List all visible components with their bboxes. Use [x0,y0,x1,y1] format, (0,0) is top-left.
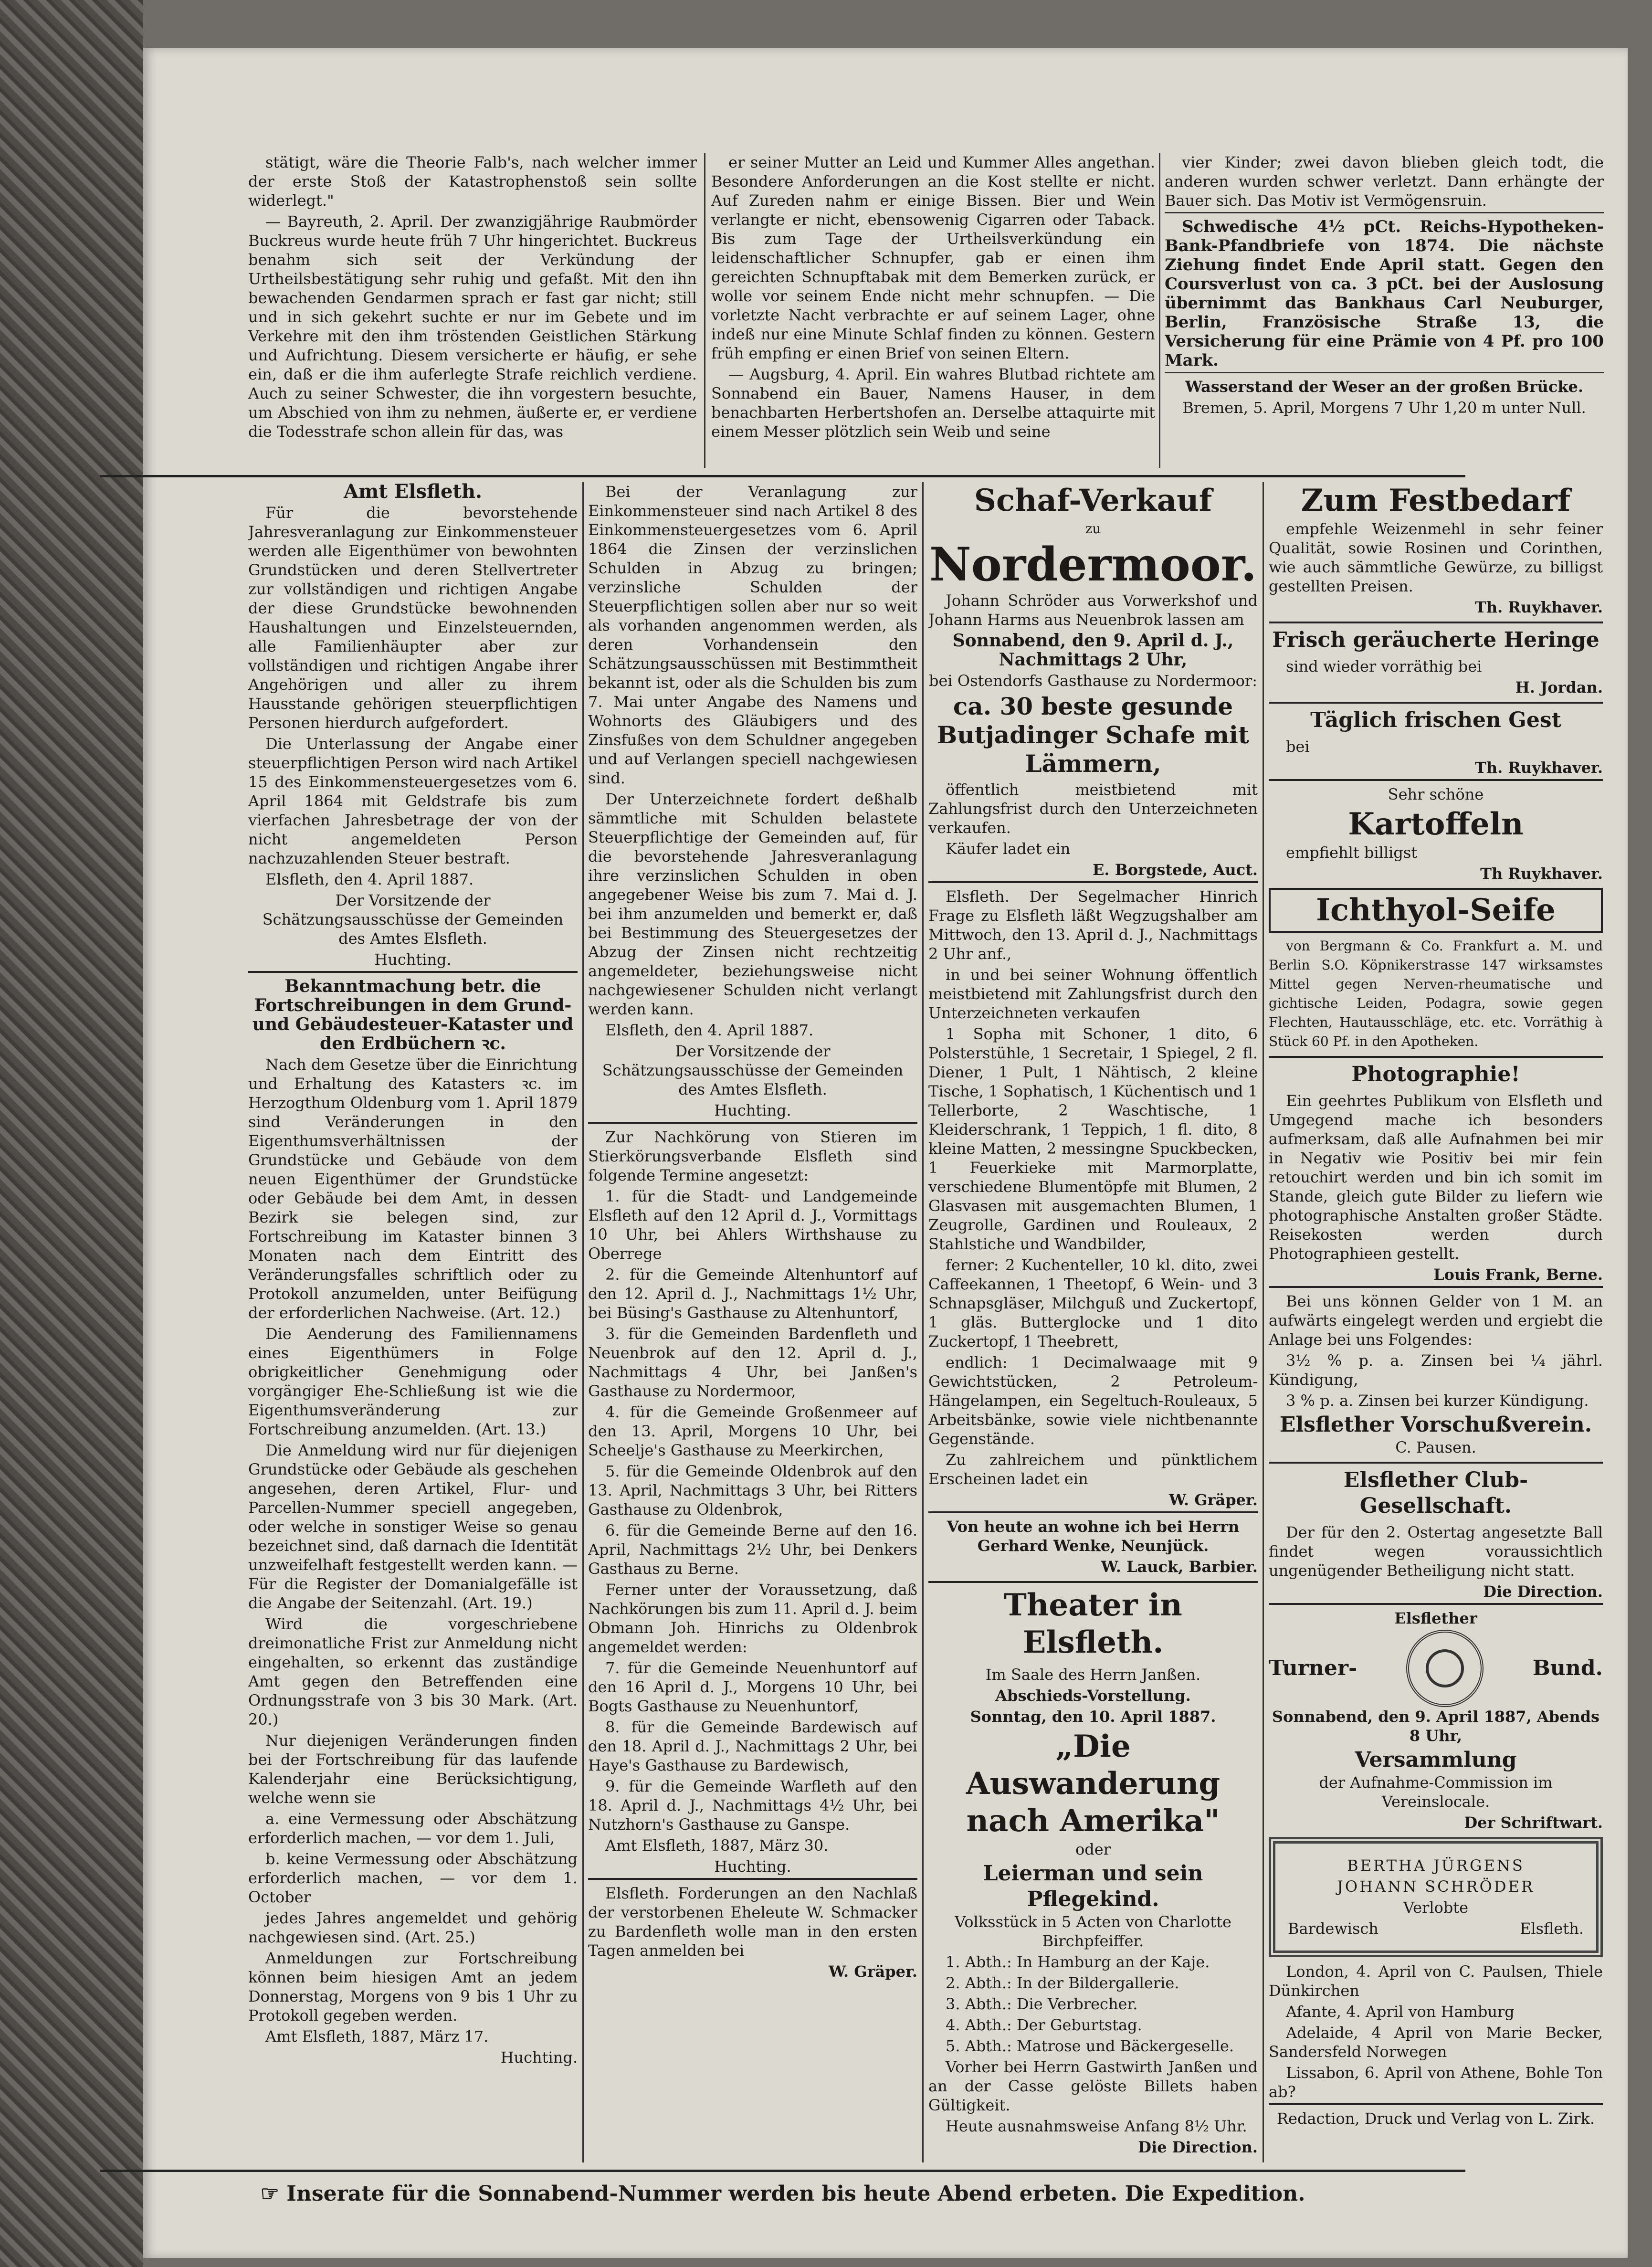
c2-item-1: 1. für die Stadt- und Landgemeinde Elsfleth auf den 12 April d. J., Vormittags 10 Uhr, bei Ahlers Wirthshause zu Oberrege [588,1187,917,1263]
schafverkauf-zu: zu [1085,521,1101,537]
c1-p5: Nach dem Gesetze über die Einrichtung und Erhaltung des Katasters ꝛc. im Herzogthum Oldenburg vom 1. April 1879 sind Veränderungen in den Eigenthumsverhältnissen der Grundstücke und Gebäude von dem neuen Eigenthümer der Grundstücke oder Gebäude bei dem Amt, in dessen Bezirk sie belegen sind, zur Fortschreibung im Kataster binnen 3 Monaten nach dem Eintritt des Veränderungsfalles schriftlich oder zu Protokoll anzumelden, unter Beifügung der erforderlichen Nachweise. (Art. 12.) [248,1055,578,1322]
c2-item-3: 3. für die Gemeinden Bardenfleth und Neuenbrok auf den 12. April d. J., Nachmittags 4 Uhr, bei Janßen's Gasthause zu Nordermoor, [588,1325,917,1400]
c2-item-4: 4. für die Gemeinde Großenmeer auf den 13. April, Morgens 10 Uhr, bei Scheelje's Gasthause zu Meerkirchen, [588,1403,917,1459]
top-c1-p1: stätigt, wäre die Theorie Falb's, nach welcher immer der erste Stoß der Katastrophenstoß sein sollte widerlegt." [248,153,697,210]
c3-p12: Zu zahlreichem und pünktlichem Erscheinen ladet ein [928,1451,1258,1488]
c3-p3: bei Ostendorfs Gasthause zu Nordermoor: [929,672,1257,690]
c3-p18: Volksstück in 5 Acten von Charlotte Birchpfeiffer. [955,1913,1231,1950]
c3-p10: ferner: 2 Kuchenteller, 10 kl. dito, zwei Caffeekannen, 1 Theetopf, 6 Wein- und 3 Schnapsgläser, Milchguß und Zuckertopf, 1 gläs. Butterglocke und 1 dito Zuckertopf, 1 Theebrett, [928,1256,1258,1350]
c1-sig2: Huchting. [500,2048,578,2067]
turner-word: Turner- [1269,1656,1357,1680]
c2-item-2: 2. für die Gemeinde Altenhuntorf auf den 12. April d. J., Nachmittags 1½ Uhr, bei Büsing's Gasthause zu Altenhuntorf, [588,1265,917,1322]
turner-pre: Elsflether [1269,1603,1603,1628]
column-4 [1269,482,1603,2162]
footer-notice: ☞ Inserate für die Sonnabend-Nummer werden bis heute Abend erbeten. Die Expedition. [260,2182,1305,2206]
kartoffeln-title: Kartoffeln [1348,806,1524,842]
act-2: 2. Abth.: In der Bildergallerie. [946,1974,1179,1992]
c3-p14: Im Saale des Herrn Janßen. [985,1666,1201,1684]
c2-item-8: 7. für die Gemeinde Neuenhuntorf auf den 16 April d. J., Morgens 10 Uhr, bei Bogts Gasthause zu Neuenhuntorf, [588,1659,917,1715]
column-1 [248,482,578,2162]
c1-p7: Die Anmeldung wird nur für diejenigen Grundstücke oder Gebäude als geschehen angesehen, deren Artikel, Flur- und Parcellen-Nummer speciell angegeben, oder welche in sonstiger Weise so genau bezeichnet sind, daß darnach die Identität unzweifelhaft festgestellt werden kann. — Für die Register der Domanialgefälle ist die Angabe der Seitenzahl. (Art. 19.) [248,1441,578,1612]
c1-p4: Der Vorsitzende der Schätzungsausschüsse der Gemeinden des Amtes Elsfleth. [262,891,564,948]
c3-sig3: W. Lauck, Barbier. [1101,1558,1258,1576]
c3-p15: Abschieds-Vorstellung. [995,1687,1191,1705]
c3-p7: Elsfleth. Der Segelmacher Hinrich Frage zu Elsfleth läßt Wegzugshalber am Mittwoch, den 13. April d. J., Nachmittags 2 Uhr anf., [928,881,1258,963]
eng-place-1: Bardewisch [1288,1919,1378,1938]
schafverkauf-title: Schaf-Verkauf [974,483,1212,518]
c2-p2: Der Unterzeichnete fordert deßhalb sämmtliche mit Schulden belastete Steuerpflichtige der Gemeinden auf, für die bevorstehende Jahresveranlagung ihre verzinslichen Schulden in oben angegebener Weise bis zum 7. Mai d. J. bei ihm anzumelden und bemerkt er, daß bei Bestimmung des Steuergesetzes der Abzug der Zinsen nicht rechtzeitig angemeldeter, beziehungsweise nicht nachgewiesener Schulden nicht verlangt werden kann. [588,790,917,1018]
c2-p1: Bei der Veranlagung zur Einkommensteuer sind nach Artikel 8 des Einkommensteuergesetzes vom 6. April 1864 die Zinsen der verzinslichen Schulden in Abzug zu bringen; verzinsliche Schulden der Steuerpflichtigen sollen aber nur so weit als vorhanden angenommen werden, als deren Vorhandensein den Schätzungsausschüssen mit Bestimmtheit bekannt ist, oder als die Schulden bis zum 7. Mai unter Angabe des Namens und Wohnorts des Gläubigers und des Zinsfußes von dem Schuldner angegeben und auf Verlangen speciell nachgewiesen sind. [588,483,917,787]
pfandbrief-ad: Schwedische 4½ pCt. Reichs-Hypotheken-Bank-Pfandbriefe von 1874. Die nächste Ziehung findet Ende April statt. Gegen den Coursverlust von ca. 3 pCt. bei der Auslosung übernimmt das Bankhaus Carl Neuburger, Berlin, Französische Straße 13, die Versicherung für eine Prämie von 4 Pf. pro 100 Mark. [1165,212,1604,370]
ship-1: London, 4. April von C. Paulsen, Thiele Dünkirchen [1269,1962,1603,2000]
top-c2-p1: er seiner Mutter an Leid und Kummer Alles angethan. Besondere Anforderungen an die Kost stellte er nicht. Auf Zureden nahm er einige Bissen. Bier und Wein verlangte er nicht, ebensowenig Cigarren oder Taback. Bis zum Tage der Urtheilsverkündung ein leidenschaftlicher Schnupfer, gab er einen ihm gereichten Schnupftabak mit dem Bemerken zurück, er wolle vor seinem Ende nicht mehr schnupfen. — Die vorletzte Nacht verbrachte er auf seinem Lager, ohne indeß nur eine Minute Schlaf finden zu können. Gestern früh empfing er einen Brief von seinen Eltern. [711,153,1155,362]
auswanderung-title: „Die Auswanderung nach Amerika" [966,1729,1221,1839]
c1-p8: Wird die vorgeschriebene dreimonatliche Frist zur Anmeldung nicht eingehalten, so erkennt das zuständige Amt gegen den Betreffenden eine Ordnungsstrafe von 3 bis 30 Mark. (Art. 20.) [248,1615,578,1729]
top-column-2 [711,153,1155,468]
top-c1-p2: — Bayreuth, 2. April. Der zwanzigjährige Raubmörder Buckreus wurde heute früh 7 Uhr hingerichtet. Buckreus benahm sich seit der Verkündung der Urtheilsbestätigung sehr ruhig und gefaßt. Mit den ihn bewachenden Gendarmen sprach er fast gar nicht; still und in sich gekehrt suchte er nur im Gebete und im Verkehre mit den ihm tröstenden Geistlichen Stärkung und Aufrichtung. Diesem versicherte er häufig, er sehe ein, daß er die ihm auferlegte Strafe reichlich verdiene. Auch zu seiner Schwester, die ihn vorgestern besuchte, um Abschied von ihm zu nehmen, äußerte er, er verdiene die Todesstrafe schon allein für das, was [248,212,697,441]
ship-2: Afante, 4. April von Hamburg [1286,2003,1515,2021]
c4-p3: bei [1286,738,1310,756]
bekanntmachung-heading: Bekanntmachung betr. die Fortschreibungen in dem Grund- und Gebäudesteuer-Kataster und den Erdbüchern ꝛc. [248,971,578,1053]
c1-sig: Huchting. [374,950,452,969]
c3-p16: Sonntag, den 10. April 1887. [970,1708,1216,1726]
gest-title: Täglich frischen Gest [1269,702,1603,733]
bund-word: Bund. [1532,1656,1603,1680]
eng-place-2: Elsfleth. [1520,1919,1584,1938]
c2-p3: Elsfleth, den 4. April 1887. [605,1021,814,1039]
c3-p11: endlich: 1 Decimalwaage mit 9 Gewichtstücken, 2 Petroleum-Hängelampen, ein Segeltuch-Rouleaux, 5 Arbeitsbänke, sowie viele nichtbenannte Gegenstände. [928,1353,1258,1448]
c1-p1: Für die bevorstehende Jahresveranlagung zur Einkommensteuer werden alle Eigenthümer von bewohnten Grundstücken und deren Stellvertreter zur vollständigen und richtigen Angabe der diese Grundstücke bewohnenden Haushaltungen und Einzelsteuernden, alle Familienhäupter aber zur vollständigen und richtigen Angabe ihrer Angehörigen und aller zu ihrem Hausstande gehörigen steuerpflichtigen Personen hierdurch aufgefordert. [248,504,578,732]
c1-p13: Anmeldungen zur Fortschreibung können beim hiesigen Amt an jedem Donnerstag, Morgens von 9 bis 1 Uhr zu Protokoll gegeben werden. [248,1949,578,2024]
c4-p6: von Bergmann & Co. Frankfurt a. M. und Berlin S.O. Köpnikerstrasse 147 wirksamstes Mittel gegen Nerven-rheumatische und gichtische Leiden, Podagra, sowie gegen Flechten, Hautausschläge, etc. etc. Vorräthig à Stück 60 Pf. in den Apotheken. [1269,938,1603,1049]
c4-sig1: Th. Ruykhaver. [1475,598,1603,616]
eng-name-2: JOHANN SCHRÖDER [1337,1877,1535,1896]
c4-p9: 3½ % p. a. Zinsen bei ¼ jährl. Kündigung, [1269,1351,1603,1389]
c3-sig1: E. Borgstede, Auct. [1093,861,1258,879]
c3-p4: ca. 30 beste gesunde Butjadinger Schafe mit Lämmern, [936,692,1250,778]
c3-p17: oder [1075,1840,1111,1858]
c4-sig8: Der Schriftwart. [1464,1814,1603,1832]
c1-p11: b. keine Vermessung oder Abschätzung erforderlich machen, — vor dem 1. October [248,1850,578,1906]
c4-sig3: Th. Ruykhaver. [1475,759,1603,777]
turner-emblem-icon [1406,1630,1484,1707]
c4-p5: empfiehlt billigst [1286,844,1418,862]
c4-sig2: H. Jordan. [1515,678,1603,696]
c1-p9: Nur diejenigen Veränderungen finden bei der Fortschreibung für das laufende Kalenderjahr eine Berücksichtigung, welche wenn sie [248,1731,578,1807]
c2-item-9: 8. für die Gemeinde Bardewisch auf den 18. April d. J., Nachmittags 2 Uhr, bei Haye's Gasthause zu Bardewisch, [588,1718,917,1774]
c3-p5: öffentlich meistbietend mit Zahlungsfrist durch den Unterzeichneten verkaufen. [928,780,1258,837]
theater-title: Theater in Elsfleth. [928,1581,1258,1661]
c2-p7: Elsfleth. Forderungen an den Nachlaß der verstorbenen Eheleute W. Schmacker zu Bardenfleth wolle man in den ersten Tagen anmelden bei [588,1878,917,1960]
c1-p3: Elsfleth, den 4. April 1887. [265,870,474,888]
c2-item-7: Ferner unter der Voraussetzung, daß Nachkörungen bis zum 11. April d. J. beim Obmann Joh. Hinrichs zu Oldenbrok angemeldet werden: [588,1581,917,1656]
c3-sig4: Die Direction. [1138,2138,1258,2156]
c1-p14: Amt Elsfleth, 1887, März 17. [265,2027,489,2046]
c2-p4: Der Vorsitzende der Schätzungsausschüsse der Gemeinden des Amtes Elsfleth. [602,1042,904,1098]
top-column-3 [1165,153,1604,468]
top-column-1 [248,153,697,468]
c4-p7: Ein geehrtes Publikum von Elsfleth und Umgegend mache ich besonders aufmerksam, daß alle Aufnahmen bei mir in Negativ wie Positiv bei mir fein retouchirt werden und bin ich somit im Stande, gleich gute Bilder zu liefern wie photographische Anstalten großer Städte. Reisekosten werden durch Photographieen gestellt. [1269,1092,1603,1263]
column-2 [588,482,917,2162]
top-c2-p2: — Augsburg, 4. April. Ein wahres Blutbad richtete am Sonnabend ein Bauer, Namens Hauser, in dem benachbarten Herbertshofen an. Derselbe attaquirte mit einem Messer plötzlich sein Weib und seine [711,365,1155,441]
amt-heading: Amt Elsfleth. [344,482,482,503]
c4-p12: Sonnabend, den 9. April 1887, Abends 8 Uhr, [1272,1708,1600,1745]
festbedarf-title: Zum Festbedarf [1301,483,1571,518]
c3-p20: Heute ausnahmsweise Anfang 8½ Uhr. [946,2117,1247,2135]
ship-3: Adelaide, 4 April von Marie Becker, Sandersfeld Norwegen [1269,2024,1603,2061]
top-c3-p1: vier Kinder; zwei davon blieben gleich todt, die anderen wurden schwer verletzt. Dann erhängte der Bauer sich. Das Motiv ist Vermögensruin. [1165,153,1604,210]
eng-verlobte: Verlobte [1403,1898,1469,1917]
c1-p6: Die Aenderung des Familiennamens eines Eigenthümers in Folge obrigkeitlicher Genehmigung oder vorgängiger Ehe-Schließung ist wie die Eigenthumsveränderung zur Fortschreibung anzumelden. (Art. 13.) [248,1325,578,1438]
c1-p10: a. eine Vermessung oder Abschätzung erforderlich machen, — vor dem 1. Juli, [248,1810,578,1847]
c2-sig: Huchting. [714,1101,791,1119]
c4-p2: sind wieder vorräthig bei [1286,657,1482,675]
c2-p5: Zur Nachkörung von Stieren im Stierkörungsverbande Elsfleth sind folgende Termine angesetzt: [588,1122,917,1185]
nordermoor-title: Nordermoor. [929,538,1257,591]
c4-p13: der Aufnahme-Commission im Vereinslocale. [1319,1773,1553,1811]
vorschussverein-title: Elsflether Vorschußverein. [1279,1413,1592,1437]
c4-p8: Bei uns können Gelder von 1 M. an aufwärts eingelegt werden und ergiebt die Anlage bei uns Folgendes: [1269,1286,1603,1349]
eng-name-1: BERTHA JÜRGENS [1347,1856,1525,1875]
water-level-title: Wasserstand der Weser an der großen Brücke. [1165,372,1604,396]
c3-p6: Käufer ladet ein [946,840,1071,858]
act-3: 3. Abth.: Die Verbrecher. [946,1995,1138,2013]
turner-header [1269,1630,1603,1707]
photographie-title: Photographie! [1269,1056,1603,1087]
versammlung-title: Versammlung [1355,1748,1517,1772]
c4-sig6: C. Pausen. [1395,1438,1476,1456]
ichthyol-title: Ichthyol-Seife [1269,888,1603,933]
act-1: 1. Abth.: In Hamburg an der Kaje. [946,1953,1210,1971]
c2-item-6: 6. für die Gemeinde Berne auf den 16. April, Nachmittags 2½ Uhr, bei Denkers Gasthaus zu Berne. [588,1521,917,1578]
c2-p6: Amt Elsfleth, 1887, März 30. [605,1836,829,1855]
c2-item-5: 5. für die Gemeinde Oldenbrok auf den 13. April, Nachmittags 3 Uhr, bei Ritters Gasthause zu Oldenbrok, [588,1462,917,1518]
c2-item-10: 9. für die Gemeinde Warfleth auf den 18. April d. J., Nachmittags 4½ Uhr, bei Nutzhorn's Gasthause zu Ganspe. [588,1777,917,1834]
act-5: 5. Abth.: Matrose und Bäckergeselle. [946,2037,1234,2055]
c1-p12: jedes Jahres angemeldet und gehörig nachgewiesen sind. (Art. 25.) [248,1909,578,1946]
c1-p2: Die Unterlassung der Angabe einer steuerpflichtigen Person wird nach Artikel 15 des Einkommensteuergesetzes vom 6. April 1864 mit Geldstrafe bis zum vierfachen Jahresbetrage der von der nicht angemeldeten Person nachzuzahlenden Steuer bestraft. [248,735,578,867]
c4-sig4: Th Ruykhaver. [1480,865,1603,883]
c4-sig7: Die Direction. [1483,1582,1603,1601]
c4-p10: 3 % p. a. Zinsen bei kurzer Kündigung. [1286,1392,1589,1410]
c3-sig2: W. Gräper. [1169,1491,1258,1509]
act-4: 4. Abth.: Der Geburtstag. [946,2016,1142,2034]
book-binding [0,0,143,2267]
c4-p11: Der für den 2. Ostertag angesetzte Ball findet wegen voraussichtlich ungenügender Betheiligung nicht statt. [1269,1523,1603,1580]
c2-sig3: W. Gräper. [829,1962,917,1981]
leierman-title: Leierman und sein Pflegekind. [983,1861,1203,1911]
c3-p8: in und bei seiner Wohnung öffentlich meistbietend mit Zahlungsfrist durch den Unterzeichneten verkaufen [928,966,1258,1022]
column-3 [928,482,1258,2162]
ship-4: Lissabon, 6. April von Athene, Bohle Ton ab? [1269,2064,1603,2101]
imprint: Redaction, Druck und Verlag von L. Zirk. [1269,2103,1603,2128]
c3-p2: Sonnabend, den 9. April d. J., Nachmittags 2 Uhr, [952,631,1234,670]
c4-p4: Sehr schöne [1269,779,1603,804]
heringe-title: Frisch geräucherte Heringe [1269,622,1603,653]
clubgesellschaft-title: Elsflether Club-Gesellschaft. [1269,1462,1603,1519]
engagement-notice [1269,1837,1603,1957]
c4-sig5: Louis Frank, Berne. [1433,1265,1603,1284]
water-level-text: Bremen, 5. April, Morgens 7 Uhr 1,20 m unter Null. [1182,399,1586,417]
c4-p1: empfehle Weizenmehl in sehr feiner Qualität, sowie Rosinen und Corinthen, wie auch sämmtliche Gewürze, zu billigst gestellten Preisen. [1269,520,1603,595]
c3-p9: 1 Sopha mit Schoner, 1 dito, 6 Polsterstühle, 1 Secretair, 1 Spiegel, 2 fl. Diener, 1 Pult, 1 Nähtisch, 2 kleine Tische, 1 Sophatisch, 1 Küchentisch und 1 Tellerborte, 2 Waschtische, 1 Kleiderschrank, 1 Teppich, 1 fl. dito, 8 kleine Matten, 2 messingne Spuckbecken, 1 Feuerkieke mit Marmorplatte, verschiedene Blumentöpfe mit Blumen, 2 Glasvasen mit ausgemachten Blumen, 1 Zeugrolle, Gardinen und Rouleaux, 2 Stahlstiche und Wandbilder, [928,1025,1258,1253]
c2-sig2: Huchting. [714,1857,791,1876]
c3-p1: Johann Schröder aus Vorwerkshof und Johann Harms aus Neuenbrok lassen am [928,591,1258,629]
c3-p19: Vorher bei Herrn Gastwirth Janßen und an der Casse gelöste Billets haben Gültigkeit. [928,2058,1258,2114]
c3-p13: Von heute an wohne ich bei Herrn Gerhard Wenke, Neunjück. [928,1511,1258,1555]
